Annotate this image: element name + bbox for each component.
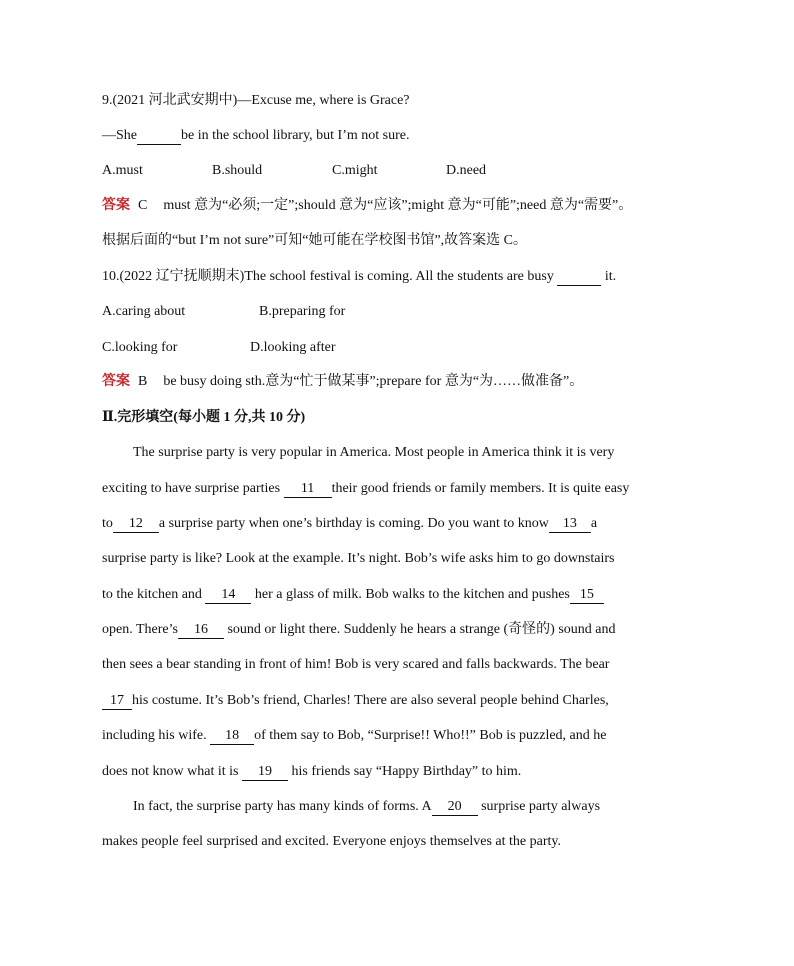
blank-11: 11	[284, 481, 332, 498]
passage-text: exciting to have surprise parties	[102, 481, 281, 496]
q10-stem-start: 10.(2022 辽宁抚顺期末)The school festival is coming. All the students are busy	[102, 269, 554, 284]
passage-text: does not know what it is	[102, 764, 239, 779]
blank-12: 12	[113, 516, 159, 533]
passage-line	[102, 585, 604, 605]
q9-option-b: B.should	[212, 163, 263, 178]
q10-option-b: B.preparing for	[259, 304, 346, 319]
q9-stem: 9.(2021 河北武安期中)—Excuse me, where is Grace?	[102, 93, 410, 108]
passage-text: In fact, the surprise party has many kinds of forms. A	[133, 799, 432, 814]
blank-17: 17	[102, 693, 132, 710]
blank-18: 18	[210, 728, 254, 745]
q10-answer-label: 答案	[102, 374, 130, 389]
q10-option-d: D.looking after	[250, 340, 336, 355]
passage-text: surprise party always	[481, 799, 601, 814]
blank-15: 15	[570, 587, 604, 604]
blank-20: 20	[432, 799, 478, 816]
passage-text: his friends say “Happy Birthday” to him.	[291, 764, 522, 779]
section-title: Ⅱ.完形填空(每小题 1 分,共 10 分)	[102, 410, 306, 425]
passage-line: makes people feel surprised and excited. Everyone enjoys themselves at the party.	[102, 834, 561, 849]
q10-answer-letter: B	[138, 374, 148, 389]
q10-option-c: C.looking for	[102, 340, 178, 355]
passage-text: to the kitchen and	[102, 587, 202, 602]
passage-text: a	[590, 516, 598, 531]
blank-13: 13	[549, 516, 591, 533]
passage-line	[102, 691, 609, 711]
passage-line: The surprise party is very popular in America. Most people in America think it is very	[133, 445, 615, 460]
blank-16: 16	[178, 622, 224, 639]
q9-answer	[102, 196, 632, 216]
blank-14: 14	[205, 587, 251, 604]
passage-text: their good friends or family members. It is quite easy	[331, 481, 630, 496]
q9-option-d: D.need	[446, 163, 487, 178]
q9-answer-explanation: must 意为“必须;一定”;should 意为“应该”;might 意为“可能”;need 意为“需要”。	[163, 198, 633, 213]
passage-line	[102, 762, 521, 782]
passage-line	[102, 479, 629, 499]
q9-answer-label: 答案	[102, 198, 130, 213]
passage-line	[102, 726, 607, 746]
passage-line: surprise party is like? Look at the example. It’s night. Bob’s wife asks him to go downstairs	[102, 551, 615, 566]
q9-option-a: A.must	[102, 163, 143, 178]
passage-text: to	[102, 516, 113, 531]
passage-text: of them say to Bob, “Surprise!! Who!!” Bob is puzzled, and he	[254, 728, 607, 743]
q9-blank	[137, 128, 181, 145]
q9-option-c: C.might	[332, 163, 378, 178]
passage-text: a surprise party when one’s birthday is coming. Do you want to know	[158, 516, 549, 531]
passage-text: including his wife.	[102, 728, 207, 743]
q10-blank	[557, 269, 601, 286]
q9-line2-start: —She	[102, 128, 137, 143]
passage-line	[133, 797, 600, 817]
q10-answer-explanation: be busy doing sth.意为“忙于做某事”;prepare for 意为“为……做准备”。	[163, 374, 584, 389]
blank-19: 19	[242, 764, 288, 781]
passage-text: sound or light there. Suddenly he hears a strange (奇怪的) sound and	[227, 622, 616, 637]
q9-answer-letter: C	[138, 198, 148, 213]
q9-answer-line2: 根据后面的“but I’m not sure”可知“她可能在学校图书馆”,故答案选 C。	[102, 233, 528, 248]
passage-line	[102, 620, 615, 640]
passage-text: his costume. It’s Bob’s friend, Charles! There are also several people behind Charles,	[132, 693, 609, 708]
q10-stem	[102, 267, 616, 287]
passage-line	[102, 514, 597, 534]
q9-line2-end: be in the school library, but I’m not sure.	[181, 128, 410, 143]
passage-text: open. There’s	[102, 622, 178, 637]
q10-answer	[102, 372, 583, 392]
passage-line: then sees a bear standing in front of him! Bob is very scared and falls backwards. The bear	[102, 657, 610, 672]
passage-text: her a glass of milk. Bob walks to the kitchen and pushes	[254, 587, 570, 602]
q10-stem-end: it.	[604, 269, 617, 284]
q10-option-a: A.caring about	[102, 304, 186, 319]
q9-line2	[102, 126, 409, 146]
